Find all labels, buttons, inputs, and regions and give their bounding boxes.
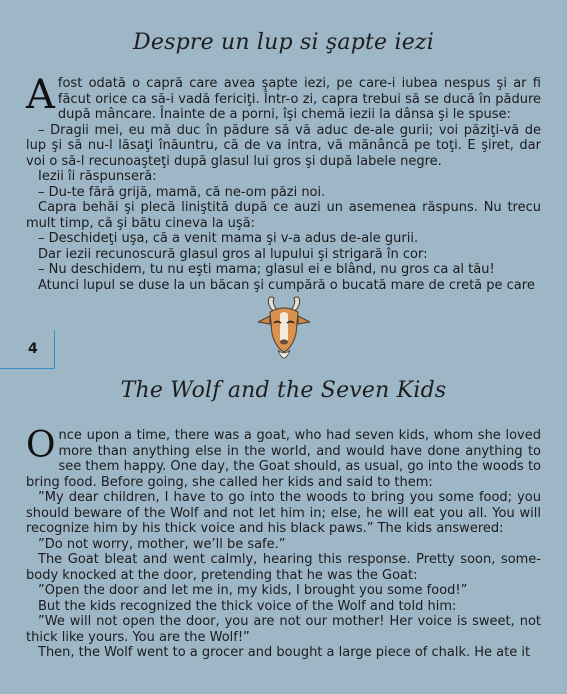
ro-paragraph-4: – Du-te fără grijă, mamă, că ne-om păzi noi. [38, 184, 326, 200]
en-paragraph-8: Then, the Wolf went to a grocer and bought a large piece of chalk. He ate it [38, 645, 531, 660]
en-paragraph-5: ”Open the door and let me in, my kids, I brought you some food!” [38, 583, 468, 598]
romanian-story-text [26, 72, 541, 293]
ro-paragraph-5: Capra behăi şi plecă liniştită după ce auzi un asemenea răspuns. Nu trecu mult timp, că şi bătu cineva la uşă: [26, 200, 541, 231]
romanian-story-title: Despre un lup si şapte iezi [133, 30, 434, 55]
ro-paragraph-6: – Deschideţi uşa, că a venit mama şi v-a adus de-ale gurii. [38, 231, 419, 246]
ro-paragraph-9: Atunci lupul se duse la un băcan şi cumpără o bucată mare de cretă pe care [38, 277, 535, 293]
ro-paragraph-2: – Dragii mei, eu mă duc în pădure să vă aduc de-ale gurii; voi păziţi-vă de lup şi să nu-l lăsaţi înăuntru, că de va intra, vă mănâncă pe toţi. E şiret, dar voi o să-l recunoaşteţi după glasul lui gros şi după labele negre. [26, 122, 541, 169]
en-paragraph-7: ”We will not open the door, you are not our mother! Her voice is sweet, not thick like yours. You are the Wolf!” [26, 614, 541, 645]
ro-drop-cap: A [26, 72, 55, 118]
ro-paragraph-1-text: fost odată o capră care avea şapte iezi, pe care-i iubea nespus şi ar fi făcut orice ca să-i vadă fericiţi. Într-o zi, capra trebui să se ducă în pădure după mâncare. Înainte de a porni, îşi chemă iezii la dânsa şi le spuse: [57, 76, 541, 122]
ro-paragraph-3: Iezii îi răspunseră: [38, 169, 157, 184]
en-paragraph-4: The Goat bleat and went calmly, hearing this response. Pretty soon, some-body knocked at the door, pretending that he was the Goat: [26, 552, 541, 583]
english-story-text [26, 425, 541, 661]
en-paragraph-3: ”Do not worry, mother, we’ll be safe.” [38, 536, 286, 552]
en-paragraph-1-text: nce upon a time, there was a goat, who had seven kids, whom she loved more than anything else in the world, and would have done anything to see them happy. One day, the Goat should, as usual, go into the woods to bring food. Before going, she called her kids and said to them: [26, 428, 541, 490]
page-number: 4 [28, 341, 38, 357]
ro-paragraph-1 [26, 72, 541, 123]
english-story-title: The Wolf and the Seven Kids [120, 378, 447, 403]
ro-paragraph-8: – Nu deschidem, tu nu eşti mama; glasul ei e blând, nu gros ca al tău! [38, 262, 495, 277]
ro-paragraph-7: Dar iezii recunoscură glasul gros al lupului şi strigară în cor: [38, 246, 428, 262]
goat-head-icon [258, 296, 310, 366]
en-paragraph-6: But the kids recognized the thick voice of the Wolf and told him: [38, 598, 457, 614]
en-drop-cap: O [26, 425, 56, 466]
en-paragraph-2: ”My dear children, I have to go into the woods to bring you some food; you should beware of the Wolf and not let him in; else, he will eat you all. You will recognize him by his thick voice and his black paws.” The kids answered: [26, 490, 541, 536]
en-paragraph-1 [26, 425, 541, 490]
